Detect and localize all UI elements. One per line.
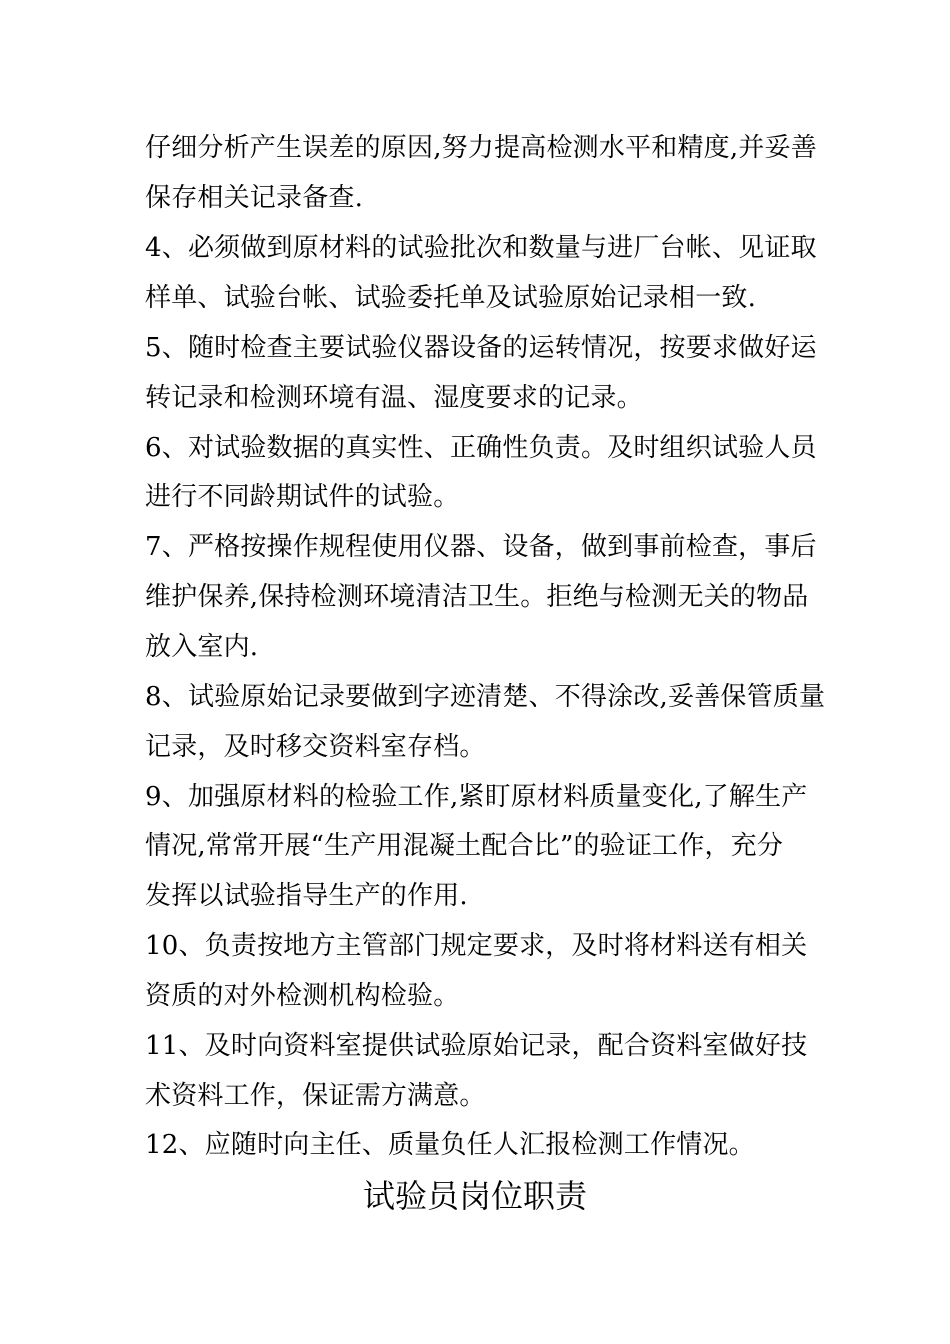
text-line: 仔细分析产生误差的原因,努力提高检测水平和精度,并妥善 xyxy=(145,133,817,163)
text-line: 4、必须做到原材料的试验批次和数量与进厂台帐、见证取 xyxy=(145,233,817,263)
text-line: 发挥以试验指导生产的作用. xyxy=(145,881,468,911)
text-line: 9、加强原材料的检验工作,紧盯原材料质量变化,了解生产 xyxy=(145,782,808,812)
text-line: 情况,常常开展“生产用混凝土配合比”的验证工作，充分 xyxy=(145,831,784,861)
text-line: 放入室内. xyxy=(145,632,259,662)
text-line: 10、负责按地方主管部门规定要求，及时将材料送有相关 xyxy=(145,931,808,961)
text-line: 记录，及时移交资料室存档。 xyxy=(145,732,486,762)
text-line: 转记录和检测环境有温、湿度要求的记录。 xyxy=(145,383,643,413)
text-line: 保存相关记录备查. xyxy=(145,183,364,213)
text-line: 术资料工作，保证需方满意。 xyxy=(145,1081,486,1111)
text-line: 12、应随时向主任、质量负任人汇报检测工作情况。 xyxy=(145,1130,755,1160)
text-line: 7、严格按操作规程使用仪器、设备，做到事前检查，事后 xyxy=(145,532,817,562)
text-line: 5、随时检查主要试验仪器设备的运转情况，按要求做好运 xyxy=(145,333,817,363)
text-line: 6、对试验数据的真实性、正确性负责。及时组织试验人员 xyxy=(145,433,817,463)
text-line: 维护保养,保持检测环境清洁卫生。拒绝与检测无关的物品 xyxy=(145,582,809,612)
text-line: 8、试验原始记录要做到字迹清楚、不得涂改,妥善保管质量 xyxy=(145,682,826,712)
text-line: 样单、试验台帐、试验委托单及试验原始记录相一致. xyxy=(145,283,757,313)
text-line: 进行不同龄期试件的试验。 xyxy=(145,482,460,512)
text-line: 资质的对外检测机构检验。 xyxy=(145,981,460,1011)
section-title: 试验员岗位职责 xyxy=(362,1177,587,1215)
text-line: 11、及时向资料室提供试验原始记录，配合资料室做好技 xyxy=(145,1031,808,1061)
